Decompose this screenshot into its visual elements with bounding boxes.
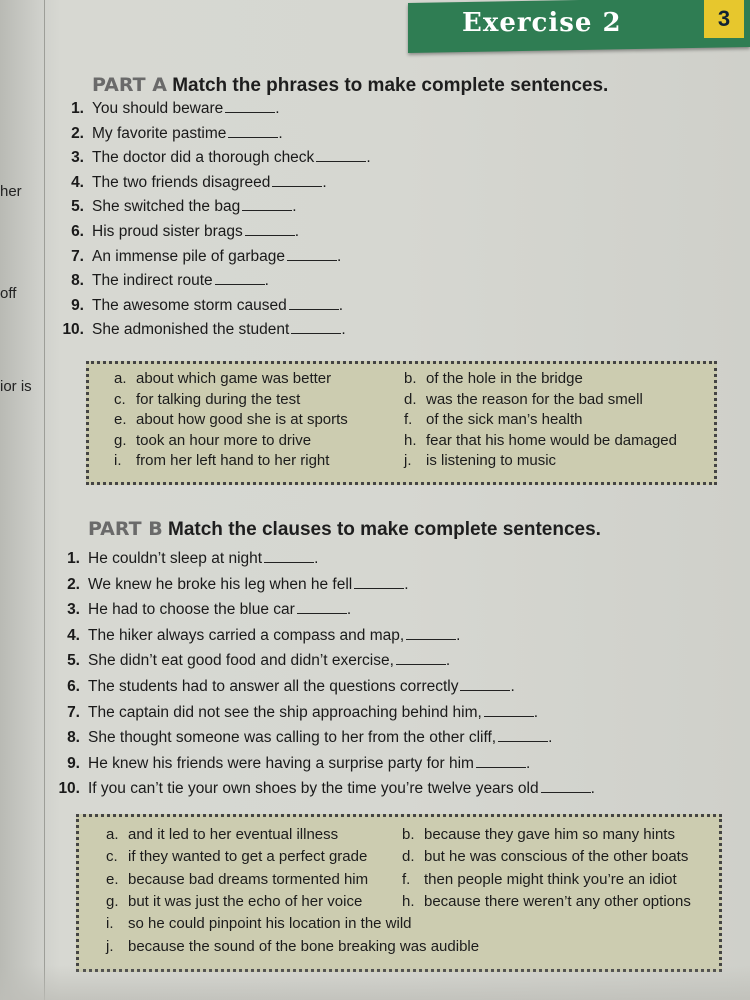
option-letter: g.	[114, 431, 127, 449]
exercise-number-badge: 3	[704, 0, 744, 38]
period: .	[510, 677, 515, 695]
question-number: 5.	[71, 198, 84, 216]
part-b-option-e	[106, 871, 368, 888]
answer-blank[interactable]	[215, 272, 265, 285]
option-text: because bad dreams tormented him	[128, 870, 369, 888]
option-text: was the reason for the bad smell	[426, 390, 643, 408]
answer-blank[interactable]	[287, 248, 337, 261]
question-text: She thought someone was calling to her from the other cliff,	[88, 729, 497, 747]
period: .	[445, 652, 451, 670]
period: .	[548, 729, 553, 747]
page-curl-shadow	[0, 965, 750, 1000]
option-text: because the sound of the bone breaking was audible	[128, 937, 480, 955]
part-b-question-7	[44, 704, 595, 730]
question-text: The doctor did a thorough check	[92, 149, 315, 167]
question-number: 10.	[58, 780, 80, 798]
option-letter: b.	[402, 826, 415, 843]
part-a-question-1	[48, 100, 371, 125]
period: .	[533, 703, 539, 721]
option-letter: i.	[106, 915, 114, 933]
period: .	[294, 222, 300, 240]
question-text: If you can’t tie your own shoes by the time you’re twelve years old	[88, 780, 539, 798]
option-text: of the sick man’s health	[426, 411, 583, 428]
part-b-question-10	[44, 780, 595, 806]
answer-blank[interactable]	[225, 100, 275, 113]
question-text: My favorite pastime	[92, 124, 227, 142]
part-a-instruction: Match the phrases to make complete sentences.	[172, 75, 609, 96]
question-number: 6.	[67, 677, 80, 695]
question-number: 8.	[67, 729, 80, 747]
part-a-option-e	[114, 411, 348, 428]
part-b-option-d	[402, 848, 688, 865]
answer-blank[interactable]	[291, 321, 341, 334]
part-b-question-9	[44, 755, 595, 781]
part-a-option-a	[114, 370, 331, 387]
part-b-instruction: Match the clauses to make complete sentences.	[168, 519, 601, 540]
part-a-option-i	[114, 452, 329, 469]
answer-blank[interactable]	[460, 678, 510, 691]
part-b-question-6	[44, 678, 595, 704]
answer-blank[interactable]	[354, 576, 404, 589]
part-b-option-h	[402, 893, 691, 910]
part-a-question-4	[48, 174, 371, 199]
option-text: fear that his home would be damaged	[426, 431, 677, 449]
question-number: 1.	[67, 550, 80, 567]
period: .	[338, 296, 344, 314]
question-text: She switched the bag	[92, 198, 241, 216]
part-a-question-3	[48, 149, 371, 174]
option-text: so he could pinpoint his location in the wild	[128, 915, 412, 933]
part-b-question-5	[44, 652, 595, 678]
question-number: 4.	[71, 173, 84, 191]
option-text: if they wanted to get a perfect grade	[128, 848, 368, 866]
part-b-question-3	[44, 601, 595, 627]
answer-blank[interactable]	[476, 755, 526, 768]
period: .	[525, 754, 531, 772]
part-b-question-8	[44, 729, 595, 755]
exercise-title: Exercise 2	[462, 8, 622, 38]
question-text: The awesome storm caused	[92, 296, 287, 314]
part-a-option-d	[404, 391, 643, 408]
option-text: of the hole in the bridge	[426, 370, 583, 387]
part-a-question-2	[48, 125, 371, 150]
option-letter: g.	[106, 892, 119, 910]
period: .	[456, 626, 461, 644]
question-number: 6.	[71, 222, 84, 240]
period: .	[337, 247, 342, 265]
period: .	[341, 321, 346, 339]
option-letter: j.	[404, 452, 412, 469]
part-a-option-h	[404, 432, 677, 449]
margin-snippet: ior is	[0, 378, 32, 395]
option-letter: c.	[106, 848, 118, 866]
part-b-option-g	[106, 893, 362, 910]
part-b-question-list	[44, 550, 595, 806]
question-number: 7.	[67, 703, 80, 721]
option-text: because they gave him so many hints	[424, 826, 675, 843]
option-text: about how good she is at sports	[136, 411, 348, 428]
option-text: but he was conscious of the other boats	[424, 848, 689, 866]
question-number: 2.	[71, 124, 84, 142]
period: .	[346, 601, 352, 619]
question-number: 2.	[67, 575, 80, 593]
margin-snippet: off	[0, 285, 17, 302]
part-b-option-i	[106, 915, 412, 932]
part-b-option-j	[106, 938, 479, 955]
part-a-question-list	[48, 100, 371, 346]
option-letter: i.	[114, 452, 122, 469]
period: .	[322, 173, 327, 191]
question-number: 5.	[67, 652, 80, 670]
option-text: for talking during the test	[136, 390, 301, 408]
period: .	[278, 124, 283, 142]
question-number: 10.	[62, 321, 84, 339]
part-a-question-8	[48, 272, 371, 297]
part-b-tag: PART B	[88, 518, 163, 540]
question-number: 3.	[67, 601, 80, 619]
question-number: 8.	[71, 272, 84, 290]
part-a-question-5	[48, 198, 371, 223]
option-text: but it was just the echo of her voice	[128, 892, 363, 910]
option-text: and it led to her eventual illness	[128, 826, 339, 843]
part-a-question-9	[48, 297, 371, 322]
answer-blank[interactable]	[316, 149, 366, 162]
question-text: His proud sister brags	[92, 222, 243, 240]
question-text: We knew he broke his leg when he fell	[88, 575, 353, 593]
option-text: about which game was better	[136, 370, 332, 387]
question-text: The students had to answer all the questions correctly	[88, 677, 459, 695]
period: .	[292, 198, 297, 216]
question-number: 3.	[71, 149, 84, 167]
option-letter: f.	[402, 870, 411, 888]
part-b-question-4	[44, 627, 595, 653]
answer-blank[interactable]	[406, 627, 456, 640]
part-b-option-a	[106, 826, 338, 843]
part-b-question-1	[44, 550, 595, 576]
question-text: An immense pile of garbage	[92, 247, 286, 265]
part-a-option-f	[404, 411, 582, 428]
option-letter: h.	[402, 892, 415, 910]
option-text: then people might think you’re an idiot	[424, 870, 677, 888]
period: .	[590, 780, 595, 798]
answer-blank[interactable]	[396, 652, 446, 665]
answer-blank[interactable]	[228, 125, 278, 138]
question-text: You should beware	[92, 100, 224, 117]
question-text: She didn’t eat good food and didn’t exercise,	[88, 652, 394, 670]
question-text: The captain did not see the ship approaching behind him,	[88, 703, 482, 721]
option-letter: d.	[402, 848, 415, 866]
question-text: He knew his friends were having a surprise party for him	[88, 754, 474, 772]
answer-blank[interactable]	[264, 550, 314, 563]
part-b-option-c	[106, 848, 367, 865]
option-letter: e.	[106, 870, 119, 888]
question-text: He couldn’t sleep at night	[88, 550, 263, 567]
option-text: because there weren’t any other options	[424, 892, 691, 910]
question-number: 4.	[67, 626, 80, 644]
answer-blank[interactable]	[498, 729, 548, 742]
part-a-option-c	[114, 391, 300, 408]
period: .	[314, 550, 319, 567]
question-number: 9.	[67, 754, 80, 772]
part-a-option-j	[404, 452, 556, 469]
question-text: The two friends disagreed	[92, 173, 271, 191]
option-letter: d.	[404, 390, 417, 408]
answer-blank[interactable]	[297, 601, 347, 614]
part-a-option-g	[114, 432, 311, 449]
question-number: 7.	[71, 247, 84, 265]
period: .	[275, 100, 280, 117]
option-letter: f.	[404, 411, 413, 428]
part-a-question-7	[48, 248, 371, 273]
part-a-question-6	[48, 223, 371, 248]
option-letter: c.	[114, 390, 126, 408]
answer-blank[interactable]	[289, 297, 339, 310]
option-text: took an hour more to drive	[136, 431, 312, 449]
part-a-option-b	[404, 370, 583, 387]
option-letter: a.	[106, 826, 119, 843]
answer-blank[interactable]	[242, 198, 292, 211]
part-b-option-f	[402, 871, 677, 888]
question-text: He had to choose the blue car	[88, 601, 295, 619]
option-letter: e.	[114, 411, 127, 428]
question-number: 1.	[71, 100, 84, 117]
answer-blank[interactable]	[245, 223, 295, 236]
question-text: She admonished the student	[92, 321, 290, 339]
option-letter: a.	[114, 370, 127, 387]
part-a-question-10	[48, 321, 371, 346]
question-text: The indirect route	[92, 272, 213, 290]
part-a-heading	[92, 74, 608, 97]
option-letter: b.	[404, 370, 417, 387]
option-letter: h.	[404, 431, 417, 449]
margin-snippet: her	[0, 183, 22, 200]
answer-blank[interactable]	[541, 780, 591, 793]
part-b-question-2	[44, 576, 595, 602]
part-a-tag: PART A	[92, 74, 167, 96]
option-letter: j.	[106, 937, 114, 955]
period: .	[404, 575, 409, 593]
question-number: 9.	[71, 296, 84, 314]
part-b-heading	[88, 518, 601, 541]
gutter-line	[44, 0, 45, 1000]
option-text: from her left hand to her right	[136, 452, 330, 469]
part-b-option-b	[402, 826, 675, 843]
answer-blank[interactable]	[484, 704, 534, 717]
question-text: The hiker always carried a compass and map,	[88, 626, 405, 644]
option-text: is listening to music	[426, 452, 557, 469]
period: .	[264, 272, 269, 290]
period: .	[366, 149, 371, 167]
answer-blank[interactable]	[272, 174, 322, 187]
